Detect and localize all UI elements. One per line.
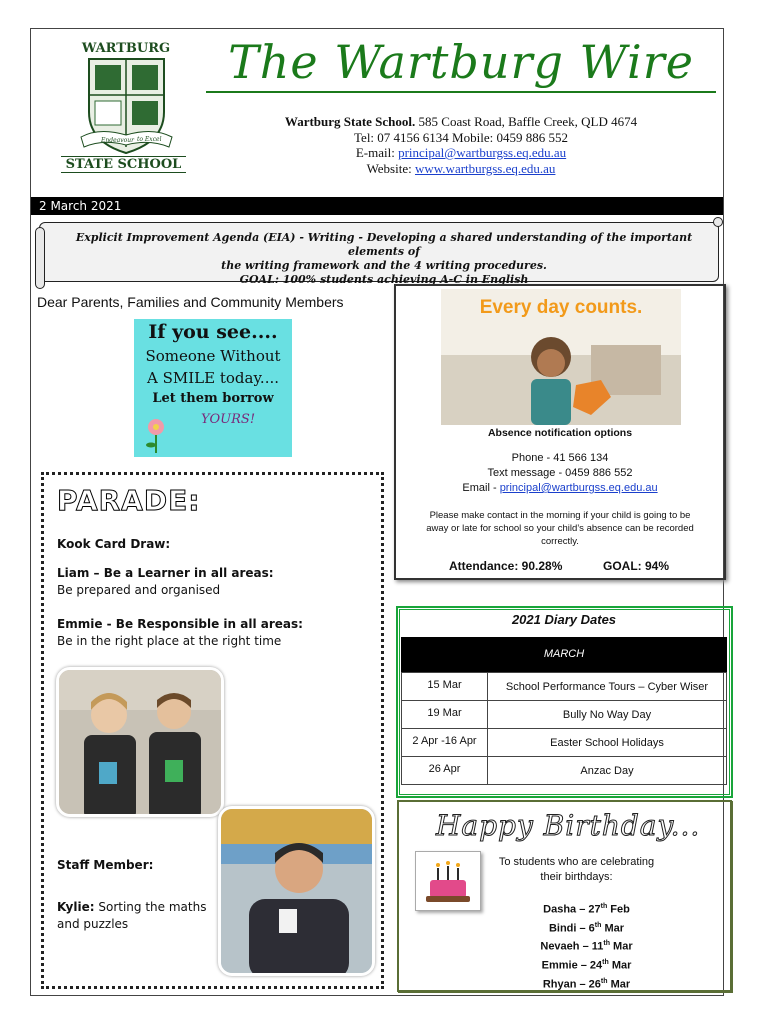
students-photo: [56, 667, 224, 817]
staff-reason-2: and puzzles: [57, 917, 129, 931]
agenda-line-1: Explicit Improvement Agenda (EIA) - Writing - Developing a shared understanding of the important elements of: [75, 231, 693, 258]
attendance-goal: GOAL: 94%: [603, 559, 670, 573]
diary-month-header: MARCH: [401, 637, 727, 672]
diary-table: [401, 672, 727, 785]
poster-line-1: If you see....: [148, 321, 278, 343]
phone-line: Tel: 07 4156 6134 Mobile: 0459 886 552: [354, 129, 568, 145]
absence-note-1: Please make contact in the morning if your child is going to be: [429, 510, 691, 521]
birthday-cake-icon: [415, 851, 481, 911]
list-item: Bindi – 6th Mar: [548, 921, 625, 935]
student-2-name: Emmie - Be Responsible in all areas:: [57, 617, 303, 631]
diary-event: Easter School Holidays: [488, 729, 727, 757]
diary-event: School Performance Tours – Cyber Wiser: [488, 673, 727, 701]
absence-note: [394, 509, 726, 548]
school-name: Wartburg State School.: [284, 114, 416, 129]
table-row: [402, 673, 727, 701]
absence-email-line: [394, 482, 726, 494]
birthday-intro-1: To students who are celebrating: [498, 856, 655, 868]
svg-text:Endeavour: Endeavour: [101, 137, 134, 144]
absence-text: Text message - 0459 886 552: [487, 467, 633, 479]
student-award-2: [57, 616, 303, 650]
birthday-intro-2: their birthdays:: [540, 871, 613, 883]
list-item: Emmie – 24th Mar: [541, 958, 632, 972]
agenda-banner: [39, 222, 719, 286]
poster-line-5: YOURS!: [200, 412, 256, 427]
kook-card-heading: Kook Card Draw:: [57, 537, 171, 551]
diary-title: 2021 Diary Dates: [511, 612, 617, 627]
agenda-line-2: the writing framework and the 4 writing procedures.: [221, 259, 547, 272]
email-label: E-mail:: [355, 145, 395, 160]
crest-bottom-label: STATE SCHOOL: [61, 156, 186, 173]
list-item: Rhyan – 26th Mar: [542, 977, 631, 991]
student-1-name: Liam – Be a Learner in all areas:: [57, 566, 274, 580]
table-row: [402, 757, 727, 785]
staff-heading: Staff Member:: [57, 858, 154, 872]
staff-reason-1: Sorting the maths: [98, 900, 207, 914]
staff-name: Kylie:: [57, 900, 95, 914]
diary-event: Anzac Day: [488, 757, 727, 785]
school-crest-logo: [79, 57, 174, 155]
absence-phone: Phone - 41 566 134: [511, 452, 609, 464]
newsletter-title: The Wartburg Wire: [206, 35, 716, 93]
birthday-title: Happy Birthday...: [436, 809, 701, 842]
diary-date: 15 Mar: [402, 673, 488, 701]
flower-icon: [142, 417, 170, 455]
newsletter-page: [30, 28, 724, 996]
staff-award: [57, 899, 206, 933]
scroll-curl-left: [35, 227, 45, 289]
every-day-counts-poster: [441, 289, 681, 425]
absence-email-label: Email -: [462, 482, 497, 494]
student-2-reason: Be in the right place at the right time: [57, 634, 282, 648]
poster-title: Every day counts.: [479, 297, 643, 318]
absence-email-link[interactable]: principal@wartburgss.eq.edu.au: [499, 482, 658, 494]
student-1-reason: Be prepared and organised: [57, 583, 221, 597]
list-item: Nevaeh – 11th Mar: [540, 940, 633, 953]
child-and-dog-illustration: [441, 325, 681, 425]
list-item: Dasha – 27th Feb: [543, 903, 630, 916]
school-contact-block: [206, 114, 716, 176]
issue-date: 2 March 2021: [31, 197, 723, 215]
crest-top-label: WARTBURG: [81, 41, 171, 56]
svg-text:to Excel: to Excel: [137, 136, 162, 143]
absence-heading: Absence notification options: [487, 427, 633, 439]
staff-photo: [218, 806, 375, 976]
agenda-goal: GOAL: 100% students achieving A-C in English: [239, 273, 529, 286]
table-row: [402, 729, 727, 757]
table-row: [402, 701, 727, 729]
poster-line-2: Someone Without: [145, 347, 281, 365]
diary-date: 19 Mar: [402, 701, 488, 729]
smile-poster: [134, 319, 292, 457]
school-address: 585 Coast Road, Baffle Creek, QLD 4674: [418, 114, 638, 129]
absence-note-3: correctly.: [541, 536, 579, 547]
poster-line-3: A SMILE today....: [147, 369, 279, 387]
poster-line-4: Let them borrow: [152, 391, 274, 406]
website-link[interactable]: www.wartburgss.eq.edu.au: [414, 160, 556, 176]
diary-date: 2 Apr -16 Apr: [402, 729, 488, 757]
diary-date: 26 Apr: [402, 757, 488, 785]
birthday-intro: [489, 855, 664, 885]
absence-note-2: away or late for school so your child’s absence can be recorded: [426, 523, 694, 534]
birthday-list: [499, 899, 674, 992]
website-label: Website:: [366, 160, 412, 176]
email-link[interactable]: principal@wartburgss.eq.edu.au: [398, 145, 567, 160]
diary-event: Bully No Way Day: [488, 701, 727, 729]
parade-title: PARADE:: [57, 484, 201, 517]
scroll-curl-right: [713, 217, 723, 227]
student-award-1: [57, 565, 274, 599]
attendance-rate: Attendance: 90.28%: [449, 559, 563, 573]
greeting: Dear Parents, Families and Community Members: [37, 294, 344, 310]
